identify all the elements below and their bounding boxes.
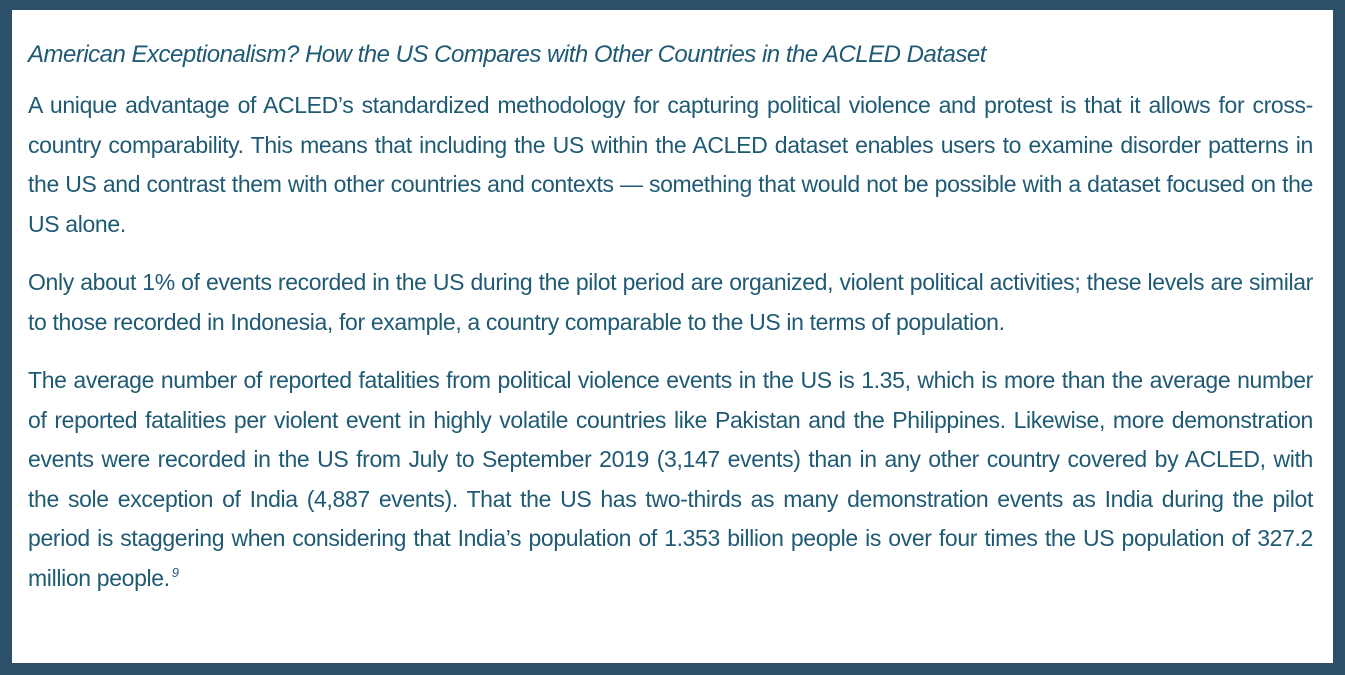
paragraph-violent-activities: Only about 1% of events recorded in the US during the pilot period are organized, violent political activities; these levels are similar to those recorded in Indonesia, for example, a country comparable to the US in terms of population. [28,269,1313,335]
paragraph-comparability: A unique advantage of ACLED’s standardized methodology for capturing political violence and protest is that it allows for cross-country comparability. This means that including the US within the ACLED dataset enables users to examine disorder patterns in the US and contrast them with other countries and contexts — something that would not be possible with a dataset focused on the US alone. [28,92,1313,237]
footnote-reference[interactable]: 9 [171,564,179,580]
paragraph-fatalities-demonstrations [28,361,1313,598]
section-heading: American Exceptionalism? How the US Compares with Other Countries in the ACLED Dataset [28,41,986,68]
paragraph-fatalities-text: The average number of reported fatalities from political violence events in the US is 1.35, which is more than the average number of reported fatalities per violent event in highly volatile countries like Pakistan and the Philippines. Likewise, more demonstration events were recorded in the US from July to September 2019 (3,147 events) than in any other country covered by ACLED, with the sole exception of India (4,887 events). That the US has two-thirds as many demonstration events as India during the pilot period is staggering when considering that India’s population of 1.353 billion people is over four times the US population of 327.2 million people. [28,367,1313,591]
document-panel [12,10,1333,663]
